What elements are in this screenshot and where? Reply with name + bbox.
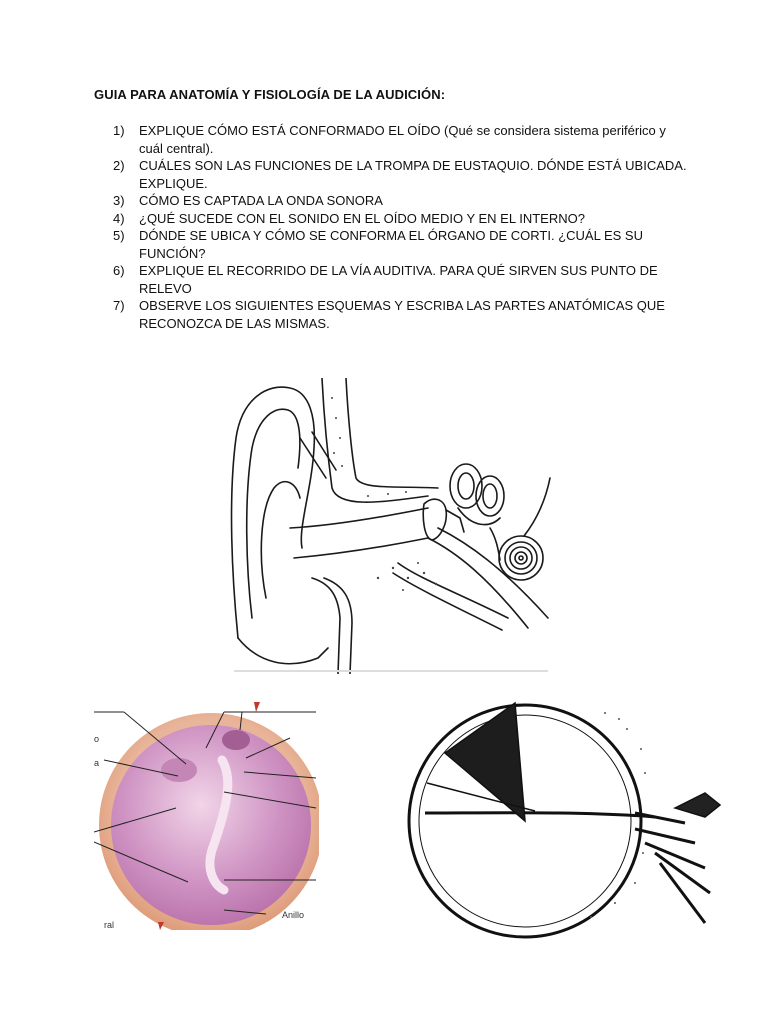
item-text: DÓNDE SE UBICA Y CÓMO SE CONFORMA EL ÓRGANO DE CORTI. ¿CUÁL ES SU FUNCIÓN? — [139, 228, 643, 261]
item-number: 4) — [113, 210, 125, 226]
list-item — [113, 157, 693, 192]
pinna-outline — [232, 387, 315, 638]
label-fragment: a — [94, 758, 100, 768]
item-text: CÓMO ES CAPTADA LA ONDA SONORA — [139, 193, 383, 208]
list-item — [113, 262, 693, 297]
item-text: ¿QUÉ SUCEDE CON EL SONIDO EN EL OÍDO MEDIO Y EN EL INTERNO? — [139, 210, 585, 226]
label-anillo: Anillo — [282, 910, 305, 920]
list-item — [113, 297, 693, 332]
list-item — [113, 192, 693, 210]
list-item — [113, 227, 693, 262]
tympanic-membrane-diagram — [94, 700, 319, 930]
ossicles — [423, 499, 446, 540]
ear-anatomy-diagram — [228, 378, 553, 674]
eustachian-tube — [398, 563, 508, 618]
list-item — [113, 122, 693, 157]
question-list — [113, 122, 693, 332]
page-title: GUIA PARA ANATOMÍA Y FISIOLOGÍA DE LA AUDICIÓN: — [94, 87, 446, 102]
ear-canal-bottom — [294, 538, 428, 558]
item-number: 1) — [113, 123, 125, 138]
cochlea-cross-section-diagram — [405, 693, 725, 945]
earlobe — [238, 638, 328, 664]
label-fragment: ral — [104, 920, 115, 930]
item-text: EXPLIQUE CÓMO ESTÁ CONFORMADO EL OÍDO (Qué se considera sistema periférico y cuál central). — [139, 123, 666, 156]
basilar-membrane — [425, 813, 655, 817]
item-number: 6) — [113, 263, 125, 278]
auditory-nerve — [635, 813, 710, 923]
pinna-inner — [247, 409, 300, 618]
item-text: CUÁLES SON LAS FUNCIONES DE LA TROMPA DE EUSTAQUIO. DÓNDE ESTÁ UBICADA. EXPLIQUE. — [139, 158, 687, 191]
list-item — [113, 210, 693, 228]
cochlea-spiral — [499, 536, 543, 580]
ear-canal-top — [290, 508, 428, 528]
item-text: EXPLIQUE EL RECORRIDO DE LA VÍA AUDITIVA. PARA QUÉ SIRVEN SUS PUNTO DE RELEVO — [139, 263, 658, 296]
item-text: OBSERVE LOS SIGUIENTES ESQUEMAS Y ESCRIBA LAS PARTES ANATÓMICAS QUE RECONOZCA DE LAS MISMAS. — [139, 298, 665, 331]
item-number: 3) — [113, 193, 125, 208]
scala-media — [445, 703, 525, 821]
bone-stipple — [331, 397, 437, 591]
tympanic-membrane — [111, 725, 311, 925]
item-number: 7) — [113, 298, 125, 313]
item-number: 5) — [113, 228, 125, 243]
label-fragment: o — [94, 734, 100, 744]
item-number: 2) — [113, 158, 125, 173]
